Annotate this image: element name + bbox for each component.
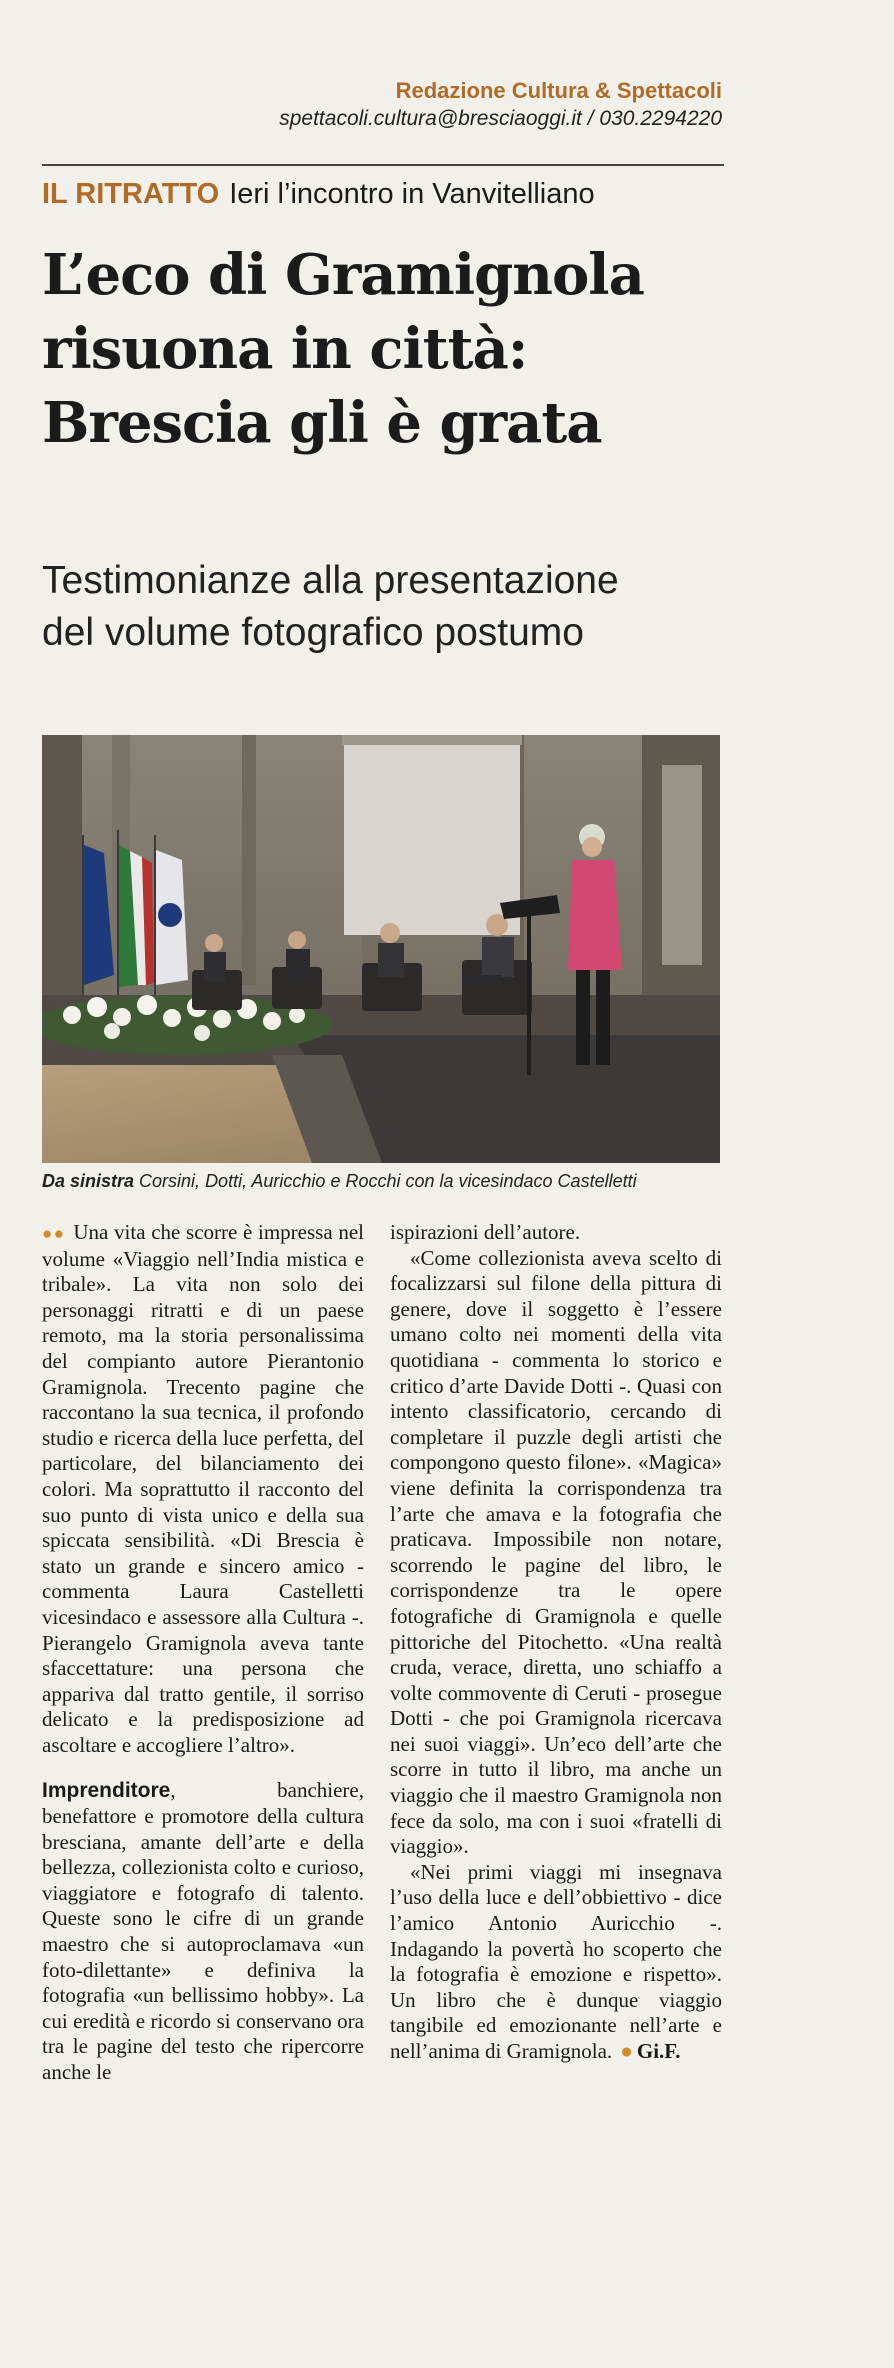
kicker-text: Ieri l’incontro in Vanvitelliano [229,178,595,210]
article-paragraph-text: , banchiere, benefattore e promotore della cultura bresciana, amante dell’arte e della bellezza, collezionista colto e curioso, viaggiatore e fotografo di talento. Queste sono le cifre di un grande maestro che si autoproclamava «un foto-dilettante» e definiva la fotografia «un bellissimo hobby». La cui eredità e ricordo si conservano ora tra le pagine del testo che ripercorre anche le [42,1778,364,2084]
caption-lead: Da sinistra [42,1171,135,1191]
headline-line: Brescia gli è grata [42,390,602,456]
section-lead: Imprenditore [42,1779,171,1803]
section-title: Redazione Cultura & Spettacoli [395,78,722,103]
headline-line: L’eco di Gramignola [42,242,644,308]
subheadline-line: Testimonianze alla presentazione [42,559,619,602]
subheadline [42,555,742,659]
caption-text: Corsini, Dotti, Auricchio e Rocchi con la vicesindaco Castelletti [134,1171,637,1191]
author-signature [620,2039,680,2063]
article-paragraph-text: Una vita che scorre è impressa nel volume «Viaggio nell’India mistica e tribale». La vita non solo dei personaggi ritratti e di un paese remoto, ma la storia personalissima del compianto autore Pierantonio Gramignola. Trecento pagine che raccontano la sua tecnica, il profondo studio e ricerca della luce perfetta, del particolare, del bilanciamento dei colori. Ma soprattutto il racconto del suo punto di vista unico e della sua spiccata sensibilità. «Di Brescia è stato un grande e sincero amico - commenta Laura Castelletti vicesindaco e assessore alla Cultura -. Pierangelo Gramignola aveva tante sfaccettature: una persona che appariva dal tratto gentile, il sorriso delicato e la predisposizione ad ascoltare e accogliere l’altro». [42,1220,364,1757]
article-paragraph: «Come collezionista aveva scelto di focalizzarsi sul filone della pittura di genere, dove il soggetto è l’essere umano colto nei momenti della vita quotidiana - commenta lo storico e critico d’arte Davide Dotti -. Quasi con intento classificatorio, cercando di completare il puzzle degli artisti che compongono questo filone». «Magica» viene definita la corrispondenza tra l’arte che amava e la fotografia che praticava. Impossibile non notare, scorrendo le pagine del libro, le corrispondenze tra le opere fotografiche di Gramignola e quelle pittoriche del Pitochetto. «Una realtà cruda, verace, diretta, uno schiaffo a volte commovente di Ceruti - prosegue Dotti - che poi Gramignola ricercava nei suoi viaggi». Un’eco dell’arte che scorre in tutto il libro, ma anche un viaggio che il maestro Gramignola non fece da solo, ma con i suoi «fratelli di viaggio». [390,1245,722,1859]
article-paragraph: ispirazioni dell’autore. [390,1220,581,1244]
subheadline-line: del volume fotografico postumo [42,611,584,654]
article-paragraph [42,1220,364,1758]
headline [42,238,742,460]
photo-caption [42,1171,637,1192]
headline-line: risuona in città: [42,316,528,382]
kicker-tag: IL RITRATTO [42,178,220,210]
bullet-dots-icon: ●● [42,1224,66,1243]
page-header [279,78,722,131]
event-photo [42,735,720,1163]
article-column-right [390,1220,722,2065]
section-contact: spettacoli.cultura@bresciaoggi.it / 030.2294220 [279,107,722,130]
article-paragraph [390,1860,722,2065]
article-column-left [42,1220,364,2086]
header-rule [42,164,724,166]
article-paragraph-text: «Nei primi viaggi mi insegnava l’uso della luce e dell’obbiettivo - dice l’amico Antonio Auricchio -. Indagando la povertà ho scoperto che la fotografia è emozione e rispetto». Un libro che è dunque viaggio tangibile ed emozionante nell’arte e nell’anima di Gramignola. [390,1859,722,2063]
kicker [42,178,595,211]
article-paragraph [42,1778,364,2085]
signature-dot-icon: ● [620,2039,633,2063]
event-photo-illustration [42,735,720,1163]
signature-text: Gi.F. [636,2039,681,2063]
